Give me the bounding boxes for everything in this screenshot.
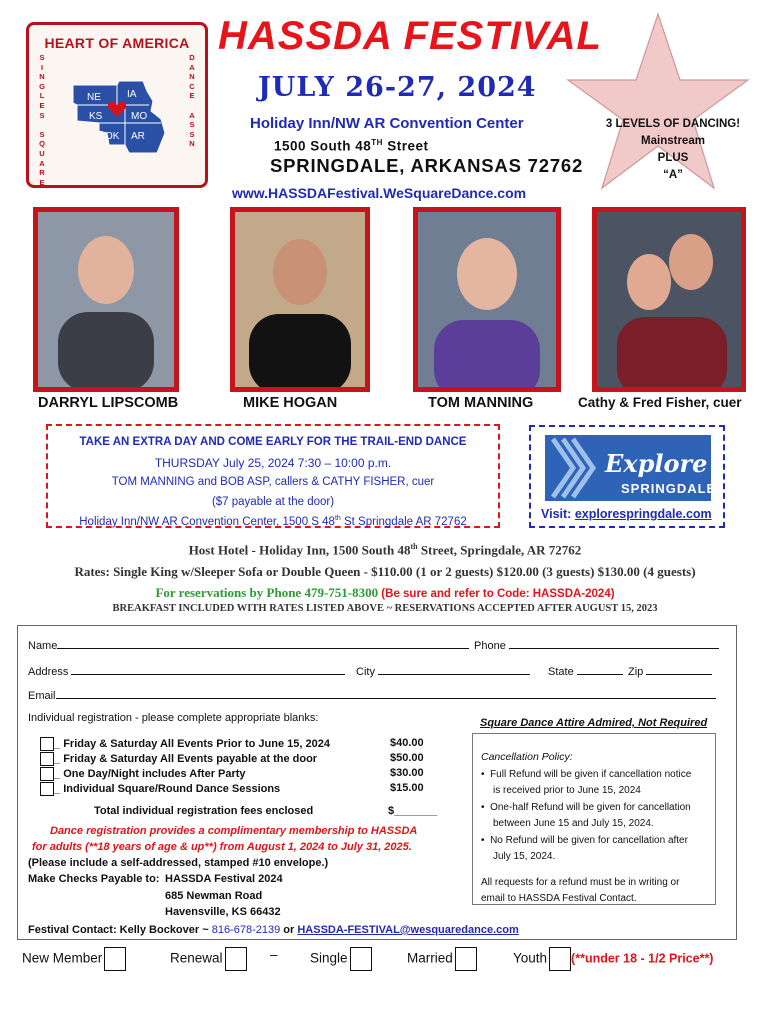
name-field[interactable]: Name xyxy=(28,638,469,652)
cancel-item: • One-half Refund will be given for cancellation xyxy=(481,802,691,813)
extra-day-heading: TAKE AN EXTRA DAY AND COME EARLY FOR THE TRAIL-END DANCE xyxy=(79,436,467,448)
state-label: MO xyxy=(131,111,148,122)
payee-name: HASSDA Festival 2024 xyxy=(165,873,283,885)
state-label: KS xyxy=(89,111,103,122)
cancel-item: July 15, 2024. xyxy=(493,851,556,862)
logo-right-vertical: D A N C E A S S N xyxy=(189,53,195,149)
cancel-item: • No Refund will be given for cancellation after xyxy=(481,835,688,846)
option-row[interactable]: _ Individual Square/Round Dance Sessions xyxy=(40,782,280,796)
explore-springdale-box xyxy=(529,425,725,528)
venue-city: SPRINGDALE, ARKANSAS 72762 xyxy=(270,155,584,176)
email-field[interactable]: Email xyxy=(28,688,716,702)
membership-note: Dance registration provides a complimentary membership to HASSDA xyxy=(50,825,418,837)
festival-contact: Festival Contact: Kelly Bockover ~ 816-678-2139 or HASSDA-FESTIVAL@wesquaredance.com xyxy=(28,924,519,936)
states-map-icon xyxy=(69,75,169,159)
extra-day-who: TOM MANNING and BOB ASP, callers & CATHY FISHER, cuer xyxy=(111,476,435,488)
extra-day-where: Holiday Inn/NW AR Convention Center, 1500 S 48th St Springdale AR 72762 xyxy=(79,515,467,528)
state-label: NE xyxy=(87,92,101,103)
logo-title: HEART OF AMERICA xyxy=(44,35,190,51)
registration-form xyxy=(17,625,737,940)
cancel-title: Cancellation Policy: xyxy=(481,751,573,763)
hotel-reservation: For reservations by Phone 479-751-8300 (Be sure and refer to Code: HASSDA-2024) xyxy=(155,585,615,600)
caller-photo-tom xyxy=(413,207,561,392)
caller-name: DARRYL LIPSCOMB xyxy=(38,395,179,411)
option-row[interactable]: _ One Day/Night includes After Party xyxy=(40,767,246,781)
renewal-checkbox[interactable]: Renewal xyxy=(170,947,247,971)
state-field[interactable]: State xyxy=(548,664,623,678)
explore-visit-link[interactable]: Visit: explorespringdale.com xyxy=(541,507,712,521)
caller-photo-mike xyxy=(230,207,370,392)
cancel-note: All requests for a refund must be in writing or xyxy=(481,877,680,888)
host-hotel: Host Hotel - Holiday Inn, 1500 South 48th Street, Springdale, AR 72762 xyxy=(188,542,582,558)
membership-note: for adults (**18 years of age & up**) from August 1, 2024 to July 31, 2025. xyxy=(32,841,412,853)
payee-address: 685 Newman Road xyxy=(165,890,263,902)
extra-day-price: ($7 payable at the door) xyxy=(211,496,335,508)
cancel-item: is received prior to June 15, 2024 xyxy=(493,785,641,796)
youth-checkbox[interactable]: Youth (**under 18 - 1/2 Price**) xyxy=(513,947,713,971)
hotel-rates: Rates: Single King w/Sleeper Sofa or Double Queen - $110.00 (1 or 2 guests) $120.00 (3 guests) $130.00 (4 guests) xyxy=(74,564,696,579)
city-field[interactable]: City xyxy=(356,664,530,678)
explore-springdale-logo: Explore SPRINGDALE xyxy=(545,435,711,501)
option-price: $30.00 xyxy=(390,767,424,779)
option-row[interactable]: _ Friday & Saturday All Events payable at the door xyxy=(40,752,317,766)
option-price: $15.00 xyxy=(390,782,424,794)
extra-day-box xyxy=(46,424,500,528)
logo-left-vertical: S I N G L E S S Q U A R E xyxy=(39,53,45,187)
attire-note: Square Dance Attire Admired, Not Required xyxy=(480,717,708,729)
married-checkbox[interactable]: Married xyxy=(407,947,477,971)
cancel-note: email to HASSDA Festival Contact. xyxy=(481,893,637,904)
option-price: $40.00 xyxy=(390,737,424,749)
contact-email-link[interactable]: HASSDA-FESTIVAL@wesquaredance.com xyxy=(297,924,519,936)
breakfast-note: BREAKFAST INCLUDED WITH RATES LISTED ABOVE ~ RESERVATIONS ACCEPTED AFTER AUGUST 15, 2023 xyxy=(112,603,658,614)
extra-day-when: THURSDAY July 25, 2024 7:30 – 10:00 p.m. xyxy=(154,456,392,470)
envelope-note: (Please include a self-addressed, stamped #10 envelope.) xyxy=(28,857,329,869)
festival-title: HASSDA FESTIVAL xyxy=(218,14,602,58)
venue-street: 1500 South 48TH Street xyxy=(274,138,429,154)
association-logo xyxy=(26,22,208,188)
address-field[interactable]: Address xyxy=(28,664,345,678)
cancel-item: • Full Refund will be given if cancellation notice xyxy=(481,769,692,780)
dance-levels: 3 LEVELS OF DANCING! Mainstream PLUS “A” xyxy=(605,118,741,181)
cancellation-policy-box xyxy=(472,733,716,905)
festival-website-link[interactable]: www.HASSDAFestival.WeSquareDance.com xyxy=(232,185,527,201)
total-field[interactable]: $_______ xyxy=(388,805,437,817)
zip-field[interactable]: Zip xyxy=(628,664,712,678)
option-row[interactable]: _ Friday & Saturday All Events Prior to June 15, 2024 xyxy=(40,737,330,751)
state-label: AR xyxy=(131,131,145,142)
state-label: IA xyxy=(127,89,137,100)
individual-registration-heading: Individual registration - please complete appropriate blanks: xyxy=(28,712,319,724)
cuer-name: Cathy & Fred Fisher, cuer xyxy=(578,395,742,410)
separator-dash: – xyxy=(270,947,278,962)
phone-field[interactable]: Phone xyxy=(474,638,719,652)
state-label: OK xyxy=(105,131,120,142)
new-member-checkbox[interactable]: New Member xyxy=(22,947,126,971)
venue-name: Holiday Inn/NW AR Convention Center xyxy=(250,115,524,132)
caller-photo-darryl xyxy=(33,207,179,392)
option-price: $50.00 xyxy=(390,752,424,764)
caller-name: MIKE HOGAN xyxy=(243,395,338,411)
festival-dates: JULY 26-27, 2024 xyxy=(258,72,537,103)
total-label: Total individual registration fees enclosed xyxy=(94,805,314,817)
single-checkbox[interactable]: Single xyxy=(310,947,372,971)
checks-label: Make Checks Payable to: xyxy=(28,873,160,885)
cuer-photo-fisher xyxy=(592,207,746,392)
caller-name: TOM MANNING xyxy=(428,395,534,411)
payee-city: Havensville, KS 66432 xyxy=(165,906,281,918)
cancel-item: between June 15 and July 15, 2024. xyxy=(493,818,654,829)
